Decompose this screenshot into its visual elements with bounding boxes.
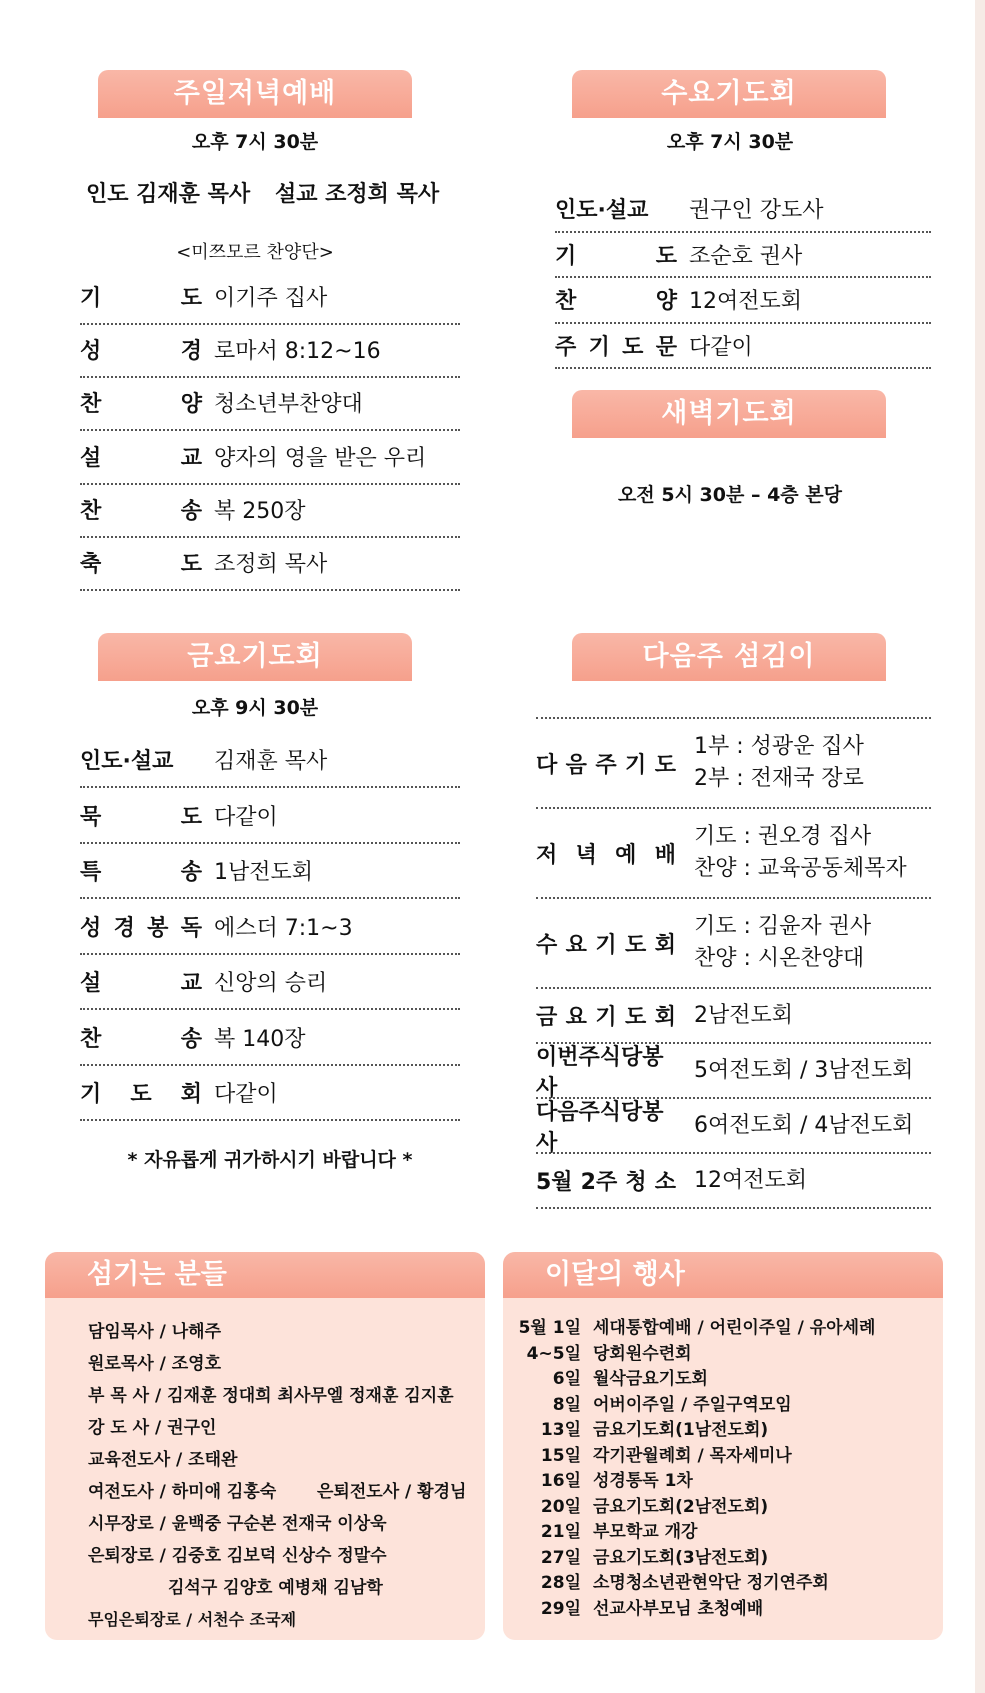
label-char: 도 — [622, 334, 644, 360]
order-value: 신앙의 승리 — [214, 971, 328, 996]
server-line: 강 도 사 / 권구인 — [88, 1418, 217, 1438]
next-week-value — [694, 1055, 913, 1087]
order-value: 복 140장 — [214, 1026, 306, 1052]
order-label — [80, 800, 202, 831]
order-row — [80, 483, 460, 538]
order-label — [80, 1022, 202, 1053]
label-char: 도 — [180, 286, 202, 311]
next-week-label — [536, 1165, 676, 1196]
event-item — [503, 1571, 875, 1597]
sunday-evening-time: 오후 7시 30분 — [191, 131, 319, 153]
friday-title: 금요기도회 — [98, 633, 412, 681]
choir-name: <미쯔모르 찬양단> — [176, 242, 334, 263]
label-char: 녁 — [575, 842, 597, 868]
order-value: 다같이 — [689, 334, 753, 360]
servers-title: 섬기는 분들 — [45, 1252, 485, 1298]
label-char: 독 — [180, 915, 202, 941]
label-char: 찬 — [80, 498, 102, 524]
event-item — [503, 1546, 875, 1572]
label-char: 소 — [654, 1170, 676, 1195]
next-week-row — [536, 1044, 931, 1099]
next-week-row — [536, 899, 931, 989]
label-char: 도 — [654, 752, 676, 778]
order-value: 권구인 강도사 — [689, 198, 824, 224]
next-week-line: 1부 : 성광운 집사 — [694, 734, 864, 759]
label-char: 찬 — [80, 1026, 102, 1052]
order-row — [80, 323, 460, 378]
order-row — [555, 187, 931, 233]
event-item — [503, 1444, 875, 1470]
order-row — [80, 1011, 460, 1066]
label-char: 인도·설교 — [555, 198, 649, 224]
label-char: 도 — [655, 243, 677, 269]
order-row — [80, 955, 460, 1010]
server-line: 부 목 사 / 김재훈 정대희 최사무엘 정재훈 김지훈 — [88, 1386, 454, 1406]
label-char: 인도·설교 — [80, 749, 174, 774]
next-week-value — [694, 821, 907, 885]
label-char: 기 — [625, 752, 647, 778]
order-value: 다같이 — [214, 804, 278, 830]
order-label — [80, 494, 202, 525]
next-week-line: 찬양 : 시온찬양대 — [694, 946, 865, 971]
label-char: 경 — [113, 915, 135, 941]
label-char: 5월 — [536, 1170, 573, 1195]
label-char: 설 — [80, 445, 102, 471]
next-week-value — [694, 731, 864, 795]
order-row — [555, 278, 931, 324]
order-label — [80, 911, 202, 942]
next-week-value — [694, 1165, 807, 1197]
label-char: 경 — [180, 339, 202, 365]
friday-note: * 자유롭게 귀가하시기 바랍니다 * — [127, 1149, 413, 1171]
next-week-row — [536, 1154, 931, 1209]
server-line: 무임은퇴장로 / 서천수 조국제 — [88, 1610, 297, 1629]
order-value: 조정희 목사 — [214, 552, 328, 577]
label-char: 회 — [654, 1005, 676, 1030]
next-week-label — [536, 748, 676, 779]
event-text: 금요기도회(1남전도회) — [593, 1420, 769, 1440]
label-char: 도 — [180, 804, 202, 830]
label-char: 묵 — [80, 804, 102, 830]
server-line: 김석구 김양호 예병채 김남학 — [168, 1578, 383, 1598]
label-char: 청 — [625, 1170, 647, 1195]
order-row — [80, 1066, 460, 1121]
dawn-title: 새벽기도회 — [572, 390, 886, 438]
order-value: 김재훈 목사 — [214, 749, 328, 774]
order-label — [80, 547, 202, 578]
next-week-value — [694, 911, 871, 975]
events-title: 이달의 행사 — [503, 1252, 943, 1298]
events-panel — [503, 1252, 943, 1640]
next-week-label — [536, 1000, 676, 1031]
label-char: 송 — [180, 1026, 202, 1052]
event-item — [503, 1469, 875, 1495]
label-char: 기 — [80, 1082, 102, 1107]
label-char: 기 — [555, 243, 577, 269]
wednesday-time: 오후 7시 30분 — [666, 131, 794, 153]
label-char: 봉 — [147, 915, 169, 941]
label-char: 축 — [80, 552, 102, 577]
event-text: 성경통독 1차 — [593, 1471, 693, 1491]
order-label — [80, 744, 202, 775]
order-label — [555, 330, 677, 361]
label-char: 주 — [555, 334, 577, 360]
next-week-value — [694, 1000, 793, 1032]
event-item — [503, 1597, 875, 1623]
next-week-line: 기도 : 김윤자 권사 — [694, 914, 872, 939]
order-label — [80, 441, 202, 472]
event-text: 월삭금요기도회 — [593, 1369, 708, 1389]
label-char: 도 — [625, 932, 647, 958]
order-label — [555, 284, 677, 315]
event-text: 각기관월례회 / 목자세미나 — [593, 1445, 792, 1466]
order-row — [80, 844, 460, 899]
sunday-evening-title: 주일저녁예배 — [98, 70, 412, 118]
order-row — [80, 376, 460, 431]
event-date: 27일 — [540, 1547, 581, 1568]
order-label — [80, 1077, 202, 1108]
next-week-row — [536, 809, 931, 899]
event-date: 20일 — [540, 1496, 581, 1517]
next-week-label — [536, 838, 676, 869]
next-week-row — [536, 719, 931, 809]
server-line: 여전도사 / 하미애 김홍숙 — [88, 1482, 277, 1502]
label-char: 찬 — [80, 392, 102, 418]
event-date: 15일 — [540, 1445, 581, 1466]
order-row — [555, 233, 931, 279]
order-label — [80, 334, 202, 365]
next-week-line: 6여전도회 / 4남전도회 — [694, 1112, 914, 1138]
order-row — [80, 270, 460, 325]
label-char: 도 — [130, 1082, 152, 1107]
page-edge — [975, 0, 985, 1693]
server-line: 담임목사 / 나해주 — [88, 1322, 221, 1342]
event-item — [503, 1520, 875, 1546]
order-row — [80, 900, 460, 955]
next-week-value — [694, 1110, 913, 1142]
order-value: 청소년부찬양대 — [214, 392, 363, 418]
next-week-line: 2부 : 전재국 장로 — [694, 766, 864, 791]
order-label — [555, 239, 677, 270]
event-text: 선교사부모님 초청예배 — [593, 1598, 764, 1619]
label-char: 수 — [536, 932, 558, 958]
order-label — [80, 855, 202, 886]
event-date: 8일 — [552, 1394, 581, 1415]
event-text: 금요기도회(2남전도회) — [593, 1496, 769, 1517]
retired-evangelist: 은퇴전도사 / 황경님 — [317, 1482, 467, 1502]
server-line: 은퇴장로 / 김중호 김보덕 신상수 정말수 — [88, 1546, 387, 1566]
order-label — [80, 387, 202, 418]
event-item — [503, 1316, 875, 1342]
label-char: 설 — [80, 971, 102, 996]
event-item — [503, 1418, 875, 1444]
friday-time: 오후 9시 30분 — [191, 697, 319, 719]
event-date: 21일 — [540, 1522, 581, 1542]
label-char: 회 — [654, 932, 676, 958]
event-text: 소명청소년관현악단 정기연주회 — [593, 1573, 829, 1593]
next-week-line: 찬양 : 교육공동체목자 — [694, 856, 907, 881]
event-text: 금요기도회(3남전도회) — [593, 1547, 769, 1568]
next-week-row — [536, 989, 931, 1044]
event-text: 부모학교 개강 — [593, 1522, 698, 1542]
label-char: 도 — [625, 1005, 647, 1030]
order-value: 에스더 7:1~3 — [214, 915, 353, 941]
label-char: 기 — [595, 932, 617, 958]
order-value: 이기주 집사 — [214, 286, 328, 311]
order-label — [80, 281, 202, 312]
next-week-label — [536, 1095, 676, 1157]
label-char: 예 — [615, 842, 637, 868]
server-line: 원로목사 / 조영호 — [88, 1354, 221, 1374]
order-row — [80, 536, 460, 591]
label-char: 성 — [80, 339, 102, 365]
next-week-row — [536, 1099, 931, 1154]
event-date: 28일 — [540, 1573, 581, 1593]
wednesday-title: 수요기도회 — [572, 70, 886, 118]
event-date: 13일 — [540, 1420, 581, 1440]
label-char: 다음주식당봉사 — [536, 1099, 664, 1156]
order-row — [80, 430, 460, 485]
event-item — [503, 1367, 875, 1393]
event-item — [503, 1393, 875, 1419]
order-value: 1남전도회 — [214, 860, 314, 885]
event-date: 6일 — [552, 1369, 581, 1389]
event-date: 29일 — [540, 1598, 581, 1619]
label-char: 찬 — [555, 289, 577, 315]
label-char: 특 — [80, 860, 102, 885]
label-char: 요 — [565, 1005, 587, 1030]
event-text: 세대통합예배 / 어린이주일 / 유아세례 — [593, 1318, 876, 1338]
next-week-title: 다음주 섬김이 — [572, 633, 886, 681]
events-list — [503, 1316, 875, 1622]
label-char: 주 — [595, 752, 617, 778]
label-char: 문 — [655, 334, 677, 360]
label-char: 회 — [180, 1082, 202, 1107]
order-value: 양자의 영을 받은 우리 — [214, 445, 427, 471]
event-date: 4~5일 — [526, 1343, 581, 1364]
label-char: 양 — [180, 392, 202, 418]
label-char: 기 — [588, 334, 610, 360]
event-text: 당회원수련회 — [593, 1343, 692, 1364]
label-char: 음 — [565, 752, 587, 778]
order-row — [80, 789, 460, 844]
event-date: 16일 — [540, 1471, 581, 1491]
next-week-line: 12여전도회 — [694, 1167, 808, 1193]
label-char: 기 — [595, 1005, 617, 1030]
dawn-time: 오전 5시 30분 – 4층 본당 — [618, 484, 842, 506]
event-date: 5월 1일 — [518, 1318, 581, 1338]
order-value: 조순호 권사 — [689, 243, 803, 269]
next-week-line: 5여전도회 / 3남전도회 — [694, 1057, 914, 1083]
label-char: 다 — [536, 752, 558, 778]
label-char: 교 — [180, 971, 202, 996]
server-line: 시무장로 / 윤백중 구순본 전재국 이상욱 — [88, 1514, 387, 1534]
sunday-evening-leader: 인도 김재훈 목사 — [86, 182, 251, 207]
order-value: 복 250장 — [214, 498, 306, 524]
next-week-label — [536, 928, 676, 959]
label-char: 기 — [80, 286, 102, 311]
server-line: 교육전도사 / 조태완 — [88, 1450, 238, 1470]
label-char: 성 — [80, 915, 102, 941]
label-char: 양 — [655, 289, 677, 315]
servers-panel — [45, 1252, 485, 1640]
order-label — [80, 966, 202, 997]
label-char: 요 — [565, 932, 587, 958]
label-char: 송 — [180, 498, 202, 524]
label-char: 송 — [180, 860, 202, 885]
event-item — [503, 1495, 875, 1521]
order-label — [555, 193, 677, 224]
label-char: 배 — [654, 842, 676, 868]
label-char: 금 — [536, 1005, 558, 1030]
order-row — [555, 324, 931, 370]
sunday-evening-preacher: 설교 조정희 목사 — [275, 182, 440, 207]
order-value: 12여전도회 — [689, 289, 803, 315]
label-char: 이번주식당봉사 — [536, 1044, 664, 1101]
order-value: 로마서 8:12~16 — [214, 339, 381, 365]
event-text: 어버이주일 / 주일구역모임 — [593, 1394, 792, 1415]
label-char: 2주 — [580, 1170, 618, 1195]
order-value: 다같이 — [214, 1082, 278, 1107]
label-char: 교 — [180, 445, 202, 471]
event-item — [503, 1342, 875, 1368]
next-week-line: 2남전도회 — [694, 1002, 794, 1028]
label-char: 도 — [180, 552, 202, 577]
label-char: 저 — [536, 842, 558, 868]
order-row — [80, 733, 460, 788]
next-week-label — [536, 1040, 676, 1102]
next-week-line: 기도 : 권오경 집사 — [694, 824, 872, 849]
